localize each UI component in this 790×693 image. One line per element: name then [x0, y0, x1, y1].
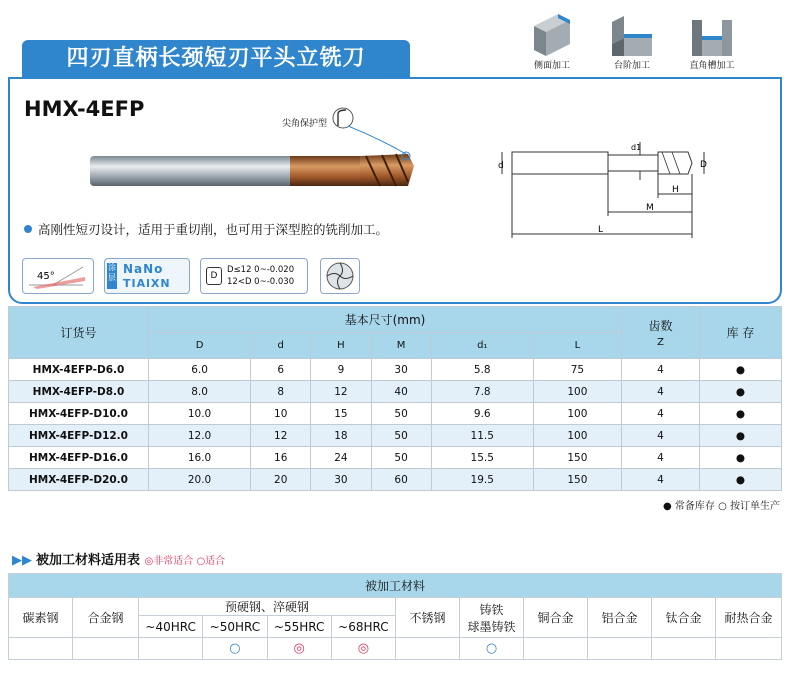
suit-hrc-50: ○ [203, 638, 267, 660]
cell-L: 100 [533, 425, 621, 447]
table-row [9, 381, 782, 403]
table-row [9, 447, 782, 469]
bullet-icon [24, 225, 32, 233]
coating-badge [104, 258, 190, 294]
page-title: 四刃直柄长颈短刃平头立铣刀 [22, 40, 410, 78]
col-D: D [149, 333, 251, 359]
stock-legend: ● 常备库存 ○ 按订单生产 [663, 501, 780, 512]
helix-angle-label: 45° [37, 271, 55, 282]
cell-stock: ● [700, 425, 782, 447]
tolerance-symbol: D [206, 267, 222, 285]
cell-M: 60 [371, 469, 431, 491]
suit-cast-iron: ○ [460, 638, 524, 660]
col-stock: 库 存 [700, 307, 782, 359]
cell-d1: 7.8 [431, 381, 533, 403]
suit-heat-resistant [716, 638, 782, 660]
coating-name-line1: NaNo [123, 262, 164, 276]
col-M: M [371, 333, 431, 359]
dim-D-label: D [700, 160, 707, 170]
cell-M: 30 [371, 359, 431, 381]
suit-titanium [652, 638, 716, 660]
cell-stock: ● [700, 447, 782, 469]
col-d1: d₁ [431, 333, 533, 359]
cell-Z: 4 [622, 403, 700, 425]
suit-stainless [396, 638, 460, 660]
cell-stock: ● [700, 381, 782, 403]
suit-hrc-40 [139, 638, 203, 660]
cell-stock: ● [700, 359, 782, 381]
order-code: HMX-4EFP-D12.0 [9, 425, 149, 447]
tolerance-line1: D≤12 0~-0.020 [227, 265, 295, 275]
cell-d: 20 [251, 469, 311, 491]
cell-stock: ● [700, 469, 782, 491]
mat-aluminum: 铝合金 [588, 598, 652, 638]
dim-d1-label: d1 [631, 143, 642, 152]
mat-copper: 铜合金 [524, 598, 588, 638]
table-row [9, 425, 782, 447]
col-teeth [622, 307, 700, 359]
coating-side-label: 涂层 [107, 263, 117, 289]
teeth-z-label: Z [657, 337, 664, 348]
four-flute-icon [321, 259, 359, 293]
cell-M: 40 [371, 381, 431, 403]
cell-d1: 19.5 [431, 469, 533, 491]
cell-M: 50 [371, 447, 431, 469]
cell-D: 10.0 [149, 403, 251, 425]
col-order-no: 订货号 [9, 307, 149, 359]
cell-H: 30 [311, 469, 371, 491]
cell-M: 50 [371, 425, 431, 447]
tolerance-line2: 12<D 0~-0.030 [227, 277, 295, 287]
cell-Z: 4 [622, 425, 700, 447]
cell-H: 24 [311, 447, 371, 469]
cell-D: 20.0 [149, 469, 251, 491]
materials-header: 被加工材料 [9, 574, 782, 598]
order-code: HMX-4EFP-D8.0 [9, 381, 149, 403]
cell-stock: ● [700, 403, 782, 425]
helix-angle-badge [22, 258, 94, 294]
table-row [9, 359, 782, 381]
helix-angle-icon [23, 259, 93, 293]
double-arrow-icon: ▶▶ [12, 553, 32, 568]
mat-carbon: 碳素钢 [9, 598, 73, 638]
side-milling-icon [528, 10, 576, 58]
col-H: H [311, 333, 371, 359]
order-code: HMX-4EFP-D10.0 [9, 403, 149, 425]
step-milling-label: 台阶加工 [613, 61, 650, 71]
order-code: HMX-4EFP-D20.0 [9, 469, 149, 491]
cell-Z: 4 [622, 469, 700, 491]
mat-heat-resistant: 耐热合金 [716, 598, 782, 638]
mat-hrc-50: ~50HRC [203, 616, 267, 638]
feature-text [24, 220, 388, 238]
suit-hrc-68: ◎ [331, 638, 395, 660]
feature-description: 高刚性短刃设计，适用于重切削，也可用于深型腔的铣削加工。 [38, 222, 389, 237]
cell-Z: 4 [622, 447, 700, 469]
cell-L: 150 [533, 469, 621, 491]
cell-d: 12 [251, 425, 311, 447]
mat-stainless: 不锈钢 [396, 598, 460, 638]
cell-L: 150 [533, 447, 621, 469]
step-milling [597, 10, 667, 71]
suit-copper [524, 638, 588, 660]
slot-milling-label: 直角槽加工 [689, 61, 735, 71]
cell-D: 8.0 [149, 381, 251, 403]
end-mill-illustration [90, 104, 430, 194]
spec-table [8, 306, 782, 491]
mat-cast-iron-line1: 铸铁 [479, 602, 504, 617]
corner-protection-label: 尖角保护型 [282, 119, 328, 129]
col-L: L [533, 333, 621, 359]
tolerance-badge [200, 258, 308, 294]
order-code: HMX-4EFP-D16.0 [9, 447, 149, 469]
cell-d1: 9.6 [431, 403, 533, 425]
cell-H: 18 [311, 425, 371, 447]
cell-d1: 15.5 [431, 447, 533, 469]
cell-L: 75 [533, 359, 621, 381]
cell-d1: 11.5 [431, 425, 533, 447]
mat-hrc-68: ~68HRC [331, 616, 395, 638]
mat-hrc-40: ~40HRC [139, 616, 203, 638]
cell-D: 16.0 [149, 447, 251, 469]
suit-hrc-55: ◎ [267, 638, 331, 660]
teeth-label: 齿数 [648, 319, 673, 333]
slot-milling [677, 10, 747, 71]
side-milling-label: 侧面加工 [533, 61, 570, 71]
table-row [9, 403, 782, 425]
cell-H: 12 [311, 381, 371, 403]
suitability-row [9, 638, 782, 660]
dim-H-label: H [672, 185, 679, 195]
suit-aluminum [588, 638, 652, 660]
mat-cast-iron-line2: 球墨铸铁 [467, 619, 516, 634]
cell-D: 6.0 [149, 359, 251, 381]
materials-heading [12, 549, 225, 568]
cell-D: 12.0 [149, 425, 251, 447]
cell-M: 50 [371, 403, 431, 425]
cell-H: 9 [311, 359, 371, 381]
coating-name-line2: TIAlXN [123, 277, 171, 290]
cell-d: 10 [251, 403, 311, 425]
mat-hrc-55: ~55HRC [267, 616, 331, 638]
suit-carbon [9, 638, 73, 660]
cell-d: 6 [251, 359, 311, 381]
mat-cast-iron [460, 598, 524, 638]
mat-hardened: 预硬钢、淬硬钢 [139, 598, 396, 616]
slot-milling-icon [688, 10, 736, 58]
cell-Z: 4 [622, 359, 700, 381]
cell-H: 15 [311, 403, 371, 425]
cell-d: 16 [251, 447, 311, 469]
step-milling-icon [608, 10, 656, 58]
dim-M-label: M [646, 203, 654, 213]
mat-titanium: 钛合金 [652, 598, 716, 638]
materials-title: 被加工材料适用表 [36, 553, 141, 568]
model-number: HMX-4EFP [24, 97, 145, 121]
col-d: d [251, 333, 311, 359]
four-flute-badge [320, 258, 360, 294]
suit-alloy [73, 638, 139, 660]
table-row [9, 469, 782, 491]
cell-d1: 5.8 [431, 359, 533, 381]
mat-alloy: 合金钢 [73, 598, 139, 638]
dim-L-label: L [598, 225, 604, 235]
order-code: HMX-4EFP-D6.0 [9, 359, 149, 381]
side-milling [517, 10, 587, 71]
col-basic-dims: 基本尺寸(mm) [149, 307, 622, 333]
materials-legend: ◎非常适合 ○适合 [144, 556, 226, 567]
dim-d-label: d [498, 161, 504, 171]
cell-d: 8 [251, 381, 311, 403]
cell-L: 100 [533, 403, 621, 425]
materials-table [8, 573, 782, 660]
dimension-diagram [490, 130, 720, 245]
cell-Z: 4 [622, 381, 700, 403]
cell-L: 100 [533, 381, 621, 403]
